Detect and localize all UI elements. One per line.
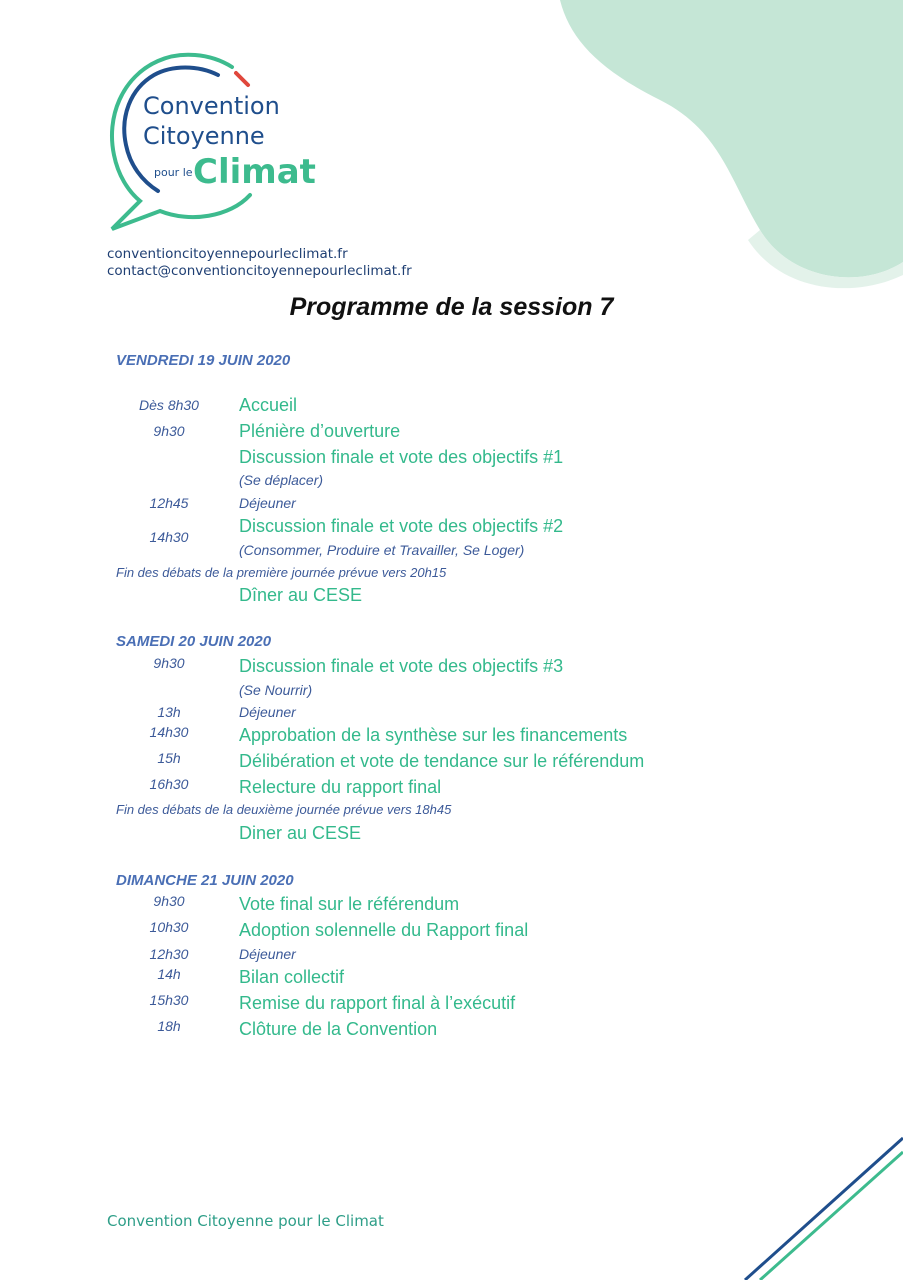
website-link[interactable]: conventioncitoyennepourleclimat.fr — [107, 246, 348, 262]
time-label: 14h30 — [149, 724, 189, 740]
time-label: 12h30 — [149, 946, 189, 962]
time-label: 10h30 — [149, 919, 189, 935]
program-item: Dîner au CESE — [239, 585, 363, 605]
day-heading-sunday: DIMANCHE 21 JUIN 2020 — [116, 872, 294, 889]
time-label: 9h30 — [153, 893, 185, 909]
program-item: Adoption solennelle du Rapport final — [239, 920, 529, 940]
program-item: Vote final sur le référendum — [239, 894, 460, 914]
program-item: Accueil — [239, 395, 298, 415]
program-item-lunch: Déjeuner — [239, 704, 296, 720]
footer-text: Convention Citoyenne pour le Climat — [107, 1212, 384, 1230]
day-end-note: Fin des débats de la première journée prévue vers 20h15 — [116, 565, 447, 580]
logo-line-convention: Convention — [143, 92, 280, 120]
program-item: Diner au CESE — [239, 823, 362, 843]
day-end-note: Fin des débats de la deuxième journée prévue vers 18h45 — [116, 802, 452, 817]
decorative-diagonal-lines — [0, 1100, 903, 1280]
time-label: 9h30 — [153, 655, 185, 671]
program-item: Bilan collectif — [239, 967, 345, 987]
program-item: Délibération et vote de tendance sur le référendum — [239, 751, 645, 771]
time-label: 15h30 — [149, 992, 189, 1008]
time-label: 15h — [157, 750, 181, 766]
program-item-lunch: Déjeuner — [239, 946, 296, 962]
program-item: Discussion finale et vote des objectifs #1 — [239, 447, 564, 467]
program-item: Approbation de la synthèse sur les financements — [239, 725, 628, 745]
program-item-detail: (Consommer, Produire et Travailler, Se Loger) — [239, 542, 525, 558]
day-heading-friday: VENDREDI 19 JUIN 2020 — [116, 352, 291, 369]
program-item-detail: (Se déplacer) — [239, 472, 324, 488]
program-item: Relecture du rapport final — [239, 777, 442, 797]
time-label: 14h30 — [149, 529, 189, 545]
program-item: Discussion finale et vote des objectifs #2 — [239, 516, 564, 536]
time-label: Dès 8h30 — [139, 397, 199, 413]
time-label: 9h30 — [153, 423, 185, 439]
time-label: 18h — [157, 1018, 181, 1034]
email-link[interactable]: contact@conventioncitoyennepourleclimat.fr — [107, 263, 412, 279]
program-item-detail: (Se Nourrir) — [239, 682, 313, 698]
program-item: Plénière d’ouverture — [239, 421, 401, 441]
program-item: Remise du rapport final à l’exécutif — [239, 993, 516, 1013]
page-title: Programme de la session 7 — [289, 293, 614, 321]
time-label: 14h — [157, 966, 181, 982]
logo-line-citoyenne: Citoyenne — [143, 122, 265, 150]
logo-line-climat: Climat — [193, 152, 316, 192]
day-heading-saturday: SAMEDI 20 JUIN 2020 — [116, 633, 272, 650]
logo-line-pour-le: pour le — [154, 166, 193, 179]
program-item: Discussion finale et vote des objectifs #3 — [239, 656, 564, 676]
program-item: Clôture de la Convention — [239, 1019, 438, 1039]
time-label: 13h — [157, 704, 181, 720]
time-label: 16h30 — [149, 776, 189, 792]
program-item-lunch: Déjeuner — [239, 495, 296, 511]
time-label: 12h45 — [149, 495, 189, 511]
